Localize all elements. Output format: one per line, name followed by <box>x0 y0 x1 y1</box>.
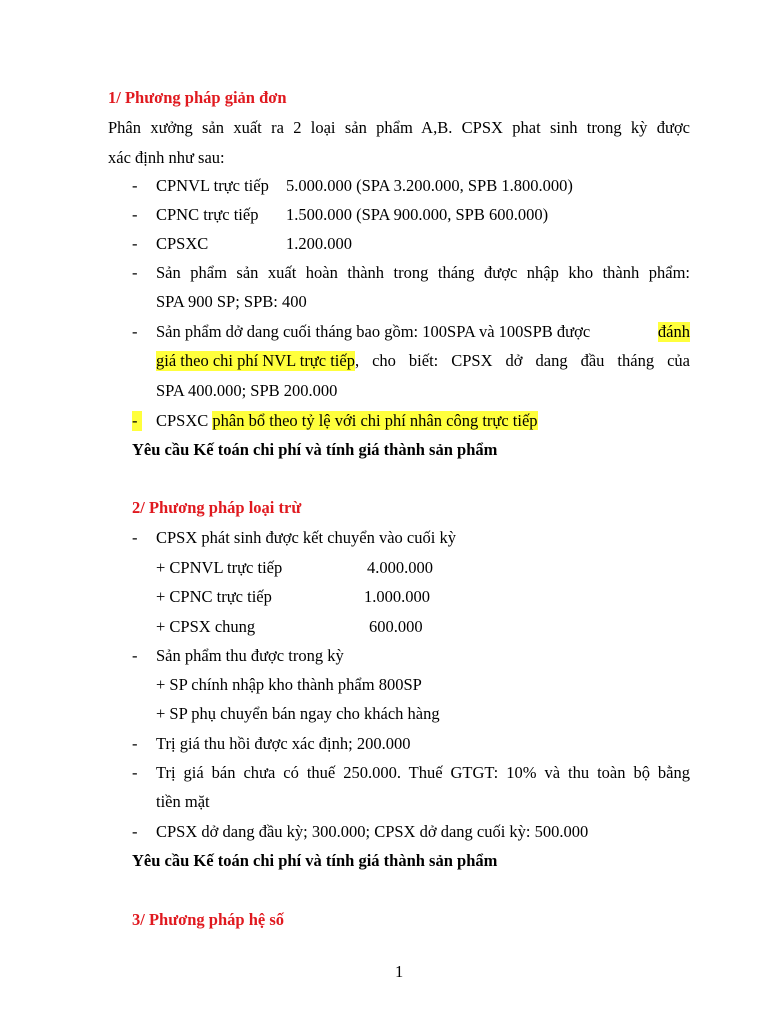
wip-text: CPSX dở dang đầu kỳ; 300.000; CPSX dở dang cuối kỳ: 500.000 <box>156 822 589 841</box>
bullet-dash: - <box>132 528 138 547</box>
wip-line1-text: Sản phẩm dở dang cuối tháng bao gồm: 100SPA và 100SPB được <box>156 322 595 341</box>
cpsxc-label: CPSXC <box>156 234 209 253</box>
wip-line1-highlight: đánh <box>657 322 690 341</box>
wip-line2-text: , cho biết: CPSX dở dang đầu tháng của <box>354 351 690 370</box>
cpnc-label: CPNC trực tiếp <box>156 205 259 224</box>
allocation-text: CPSXC <box>156 411 213 430</box>
section3-heading: 3/ Phương pháp hệ số <box>132 910 285 929</box>
allocation-line <box>156 411 538 431</box>
bullet-dash: - <box>132 205 138 224</box>
recovery-text: Trị giá thu hồi được xác định; 200.000 <box>156 734 411 753</box>
costs-text: CPSX phát sinh được kết chuyển vào cuối kỳ <box>156 528 456 547</box>
sales-line1: Trị giá bán chưa có thuế 250.000. Thuế GTGT: 10% và thu toàn bộ bằng <box>156 763 690 782</box>
finished-line2: SPA 900 SP; SPB: 400 <box>156 292 307 311</box>
costs-cpnvl-value: 4.000.000 <box>367 558 433 577</box>
bullet-dash-highlighted: - <box>132 411 142 431</box>
cpnc-value: 1.500.000 (SPA 900.000, SPB 600.000) <box>286 205 549 224</box>
costs-cpsx-label: + CPSX chung <box>156 617 256 636</box>
costs-cpnc-value: 1.000.000 <box>364 587 430 606</box>
section1-intro-line1: Phân xưởng sản xuất ra 2 loại sản phẩm A,B. CPSX phat sinh trong kỳ được <box>108 118 690 137</box>
wip-line3: SPA 400.000; SPB 200.000 <box>156 381 338 400</box>
allocation-highlight: phân bổ theo tỷ lệ với chi phí nhân công trực tiếp <box>212 411 538 430</box>
products-main: + SP chính nhập kho thành phẩm 800SP <box>156 675 422 694</box>
bullet-dash: - <box>132 646 138 665</box>
wip-line2-highlight: giá theo chi phí NVL trực tiếp <box>156 351 355 370</box>
bullet-dash: - <box>132 234 138 253</box>
section2-requirement: Yêu cầu Kế toán chi phí và tính giá thành sản phẩm <box>132 851 498 870</box>
bullet-dash: - <box>132 263 138 282</box>
cpnvl-value: 5.000.000 (SPA 3.200.000, SPB 1.800.000) <box>286 176 573 195</box>
bullet-dash: - <box>132 322 138 341</box>
section2-heading: 2/ Phương pháp loại trừ <box>132 498 302 517</box>
costs-cpnvl-label: + CPNVL trực tiếp <box>156 558 283 577</box>
sales-line2: tiền mặt <box>156 792 210 811</box>
section1-intro-line2: xác định như sau: <box>108 148 225 167</box>
bullet-dash: - <box>132 763 138 782</box>
cpnvl-label: CPNVL trực tiếp <box>156 176 269 195</box>
costs-cpsx-value: 600.000 <box>369 617 423 636</box>
products-text: Sản phẩm thu được trong kỳ <box>156 646 344 665</box>
cpsxc-value: 1.200.000 <box>286 234 352 253</box>
costs-cpnc-label: + CPNC trực tiếp <box>156 587 272 606</box>
finished-line1: Sản phẩm sản xuất hoàn thành trong tháng được nhập kho thành phẩm: <box>156 263 690 282</box>
section1-requirement: Yêu cầu Kế toán chi phí và tính giá thành sản phẩm <box>132 440 498 459</box>
bullet-dash: - <box>132 822 138 841</box>
products-secondary: + SP phụ chuyển bán ngay cho khách hàng <box>156 704 440 723</box>
bullet-dash: - <box>132 734 138 753</box>
wip-line1 <box>156 322 690 342</box>
section1-heading: 1/ Phương pháp giản đơn <box>108 88 287 107</box>
wip-line2 <box>156 351 690 371</box>
bullet-dash: - <box>132 176 138 195</box>
page-number: 1 <box>395 962 404 981</box>
